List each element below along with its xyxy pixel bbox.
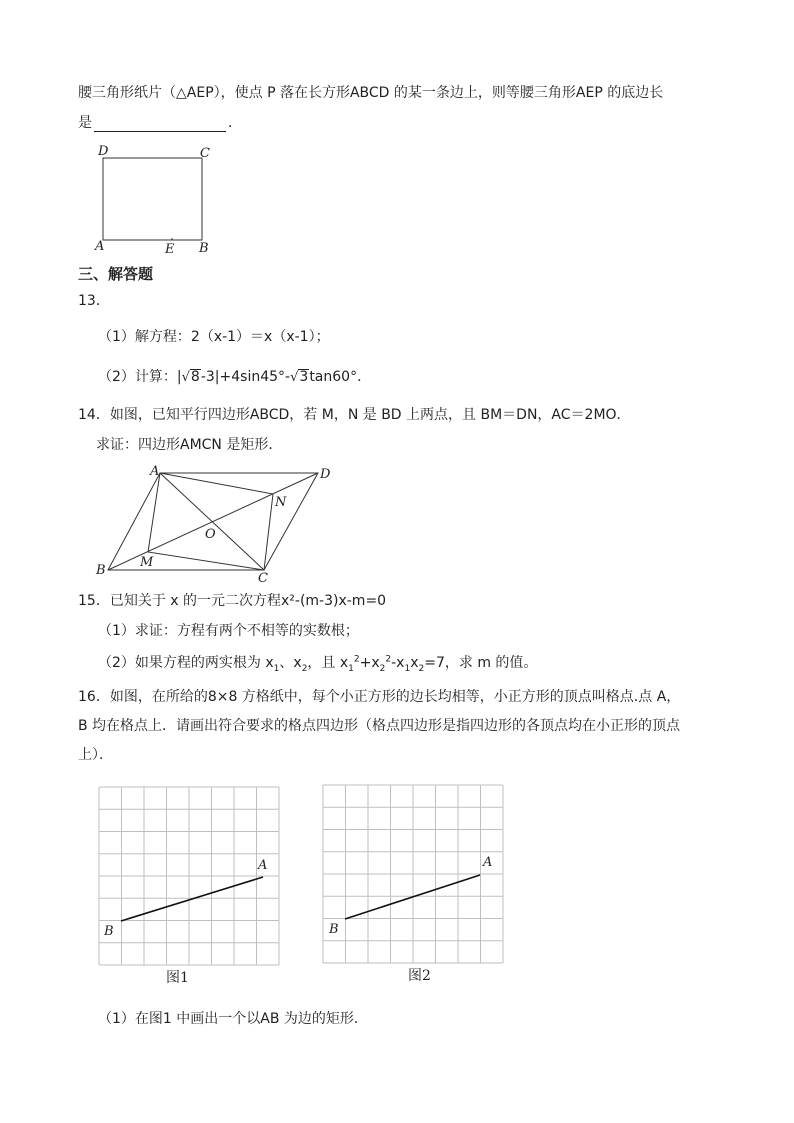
quadrilateral-amcn <box>148 473 273 570</box>
label-b: B <box>199 241 209 256</box>
subscript: 2 <box>301 663 308 674</box>
q12-line2-prefix: 是 <box>78 115 92 131</box>
label-c: C <box>258 571 268 586</box>
q13-part1: （1）解方程：2（x-1）＝x（x-1）； <box>98 329 330 345</box>
q16-line1: 16．如图，在所给的8×8 方格纸中，每个小正方形的边长均相等，小正方形的顶点叫格点.点 A， <box>78 689 681 705</box>
grid-8x8 <box>323 785 503 963</box>
grid-8x8 <box>99 787 279 965</box>
label-a: A <box>258 858 268 873</box>
q16-line3: 上）． <box>78 747 113 763</box>
parallelogram-figure <box>90 460 340 588</box>
rectangle-abcd-figure <box>90 142 220 260</box>
label-d: D <box>320 467 331 482</box>
figure-2-caption: 图2 <box>408 968 431 984</box>
q15-part2 <box>98 654 537 672</box>
radicand-8: 8 <box>190 369 200 385</box>
rectangle-abcd <box>103 158 202 240</box>
grid-figure-1 <box>98 786 282 992</box>
q13-part2-prefix: （2）计算：| <box>98 369 182 385</box>
section-title: 三、解答题 <box>78 265 154 283</box>
q15-text: x <box>410 655 419 671</box>
q12-line2 <box>78 114 242 132</box>
label-a: A <box>150 464 160 479</box>
q13-part2-mid: -3|+4sin45°- <box>200 369 291 385</box>
q15-text: 、x <box>279 655 302 671</box>
segment-ab <box>121 877 263 921</box>
q13-number: 13． <box>78 293 110 309</box>
q15-part1: （1）求证：方程有两个不相等的实数根； <box>98 623 359 639</box>
q15-text: +x <box>359 655 380 671</box>
subscript: 2 <box>418 663 425 674</box>
label-m: M <box>140 555 154 570</box>
subscript: 1 <box>404 663 411 674</box>
label-a: A <box>483 855 493 870</box>
label-b: B <box>104 924 114 939</box>
label-n: N <box>275 495 287 510</box>
radicand-3: 3 <box>299 369 309 385</box>
q14-line1: 14．如图，已知平行四边形ABCD，若 M，N 是 BD 上两点，且 BM＝DN，AC＝2MO． <box>78 407 631 423</box>
q15-line1: 15．已知关于 x 的一元二次方程x²-(m-3)x-m=0 <box>78 593 387 609</box>
q15-text: -x <box>391 655 405 671</box>
q15-text: =7，求 m 的值。 <box>424 655 538 671</box>
label-b: B <box>329 922 339 937</box>
subscript: 2 <box>379 663 386 674</box>
q15-text: ，且 x <box>307 655 349 671</box>
subscript: 1 <box>273 663 280 674</box>
label-b: B <box>96 563 106 578</box>
label-a: A <box>95 239 105 254</box>
label-e: E <box>165 242 175 257</box>
q13-part2 <box>98 368 371 387</box>
superscript: 2 <box>385 654 392 665</box>
diagonal-ac <box>160 473 264 570</box>
sqrt-sign: √ <box>181 370 190 385</box>
q14-line2: 求证：四边形AMCN 是矩形． <box>96 437 283 453</box>
subscript: 1 <box>348 663 354 674</box>
label-o: O <box>205 527 216 542</box>
sqrt-sign: √ <box>290 370 299 385</box>
superscript: 2 <box>353 654 360 665</box>
q16-part1: （1）在图1 中画出一个以AB 为边的矩形． <box>98 1011 368 1027</box>
q16-line2: B 均在格点上．请画出符合要求的格点四边形（格点四边形是指四边形的各顶点均在小正形的顶点 <box>78 718 681 734</box>
grid-figure-2 <box>322 784 506 990</box>
point-e <box>171 238 173 240</box>
label-d: D <box>98 144 109 159</box>
q13-part2-suffix: tan60°． <box>309 369 372 385</box>
answer-blank[interactable] <box>94 117 226 132</box>
label-c: C <box>200 146 210 161</box>
q12-line1: 腰三角形纸片（△AEP），使点 P 落在长方形ABCD 的某一条边上，则等腰三角形AEP 的底边长 <box>78 85 664 101</box>
q15-text: （2）如果方程的两实根为 x <box>98 655 274 671</box>
q12-line2-suffix: ． <box>228 115 242 131</box>
figure-1-caption: 图1 <box>166 970 189 986</box>
